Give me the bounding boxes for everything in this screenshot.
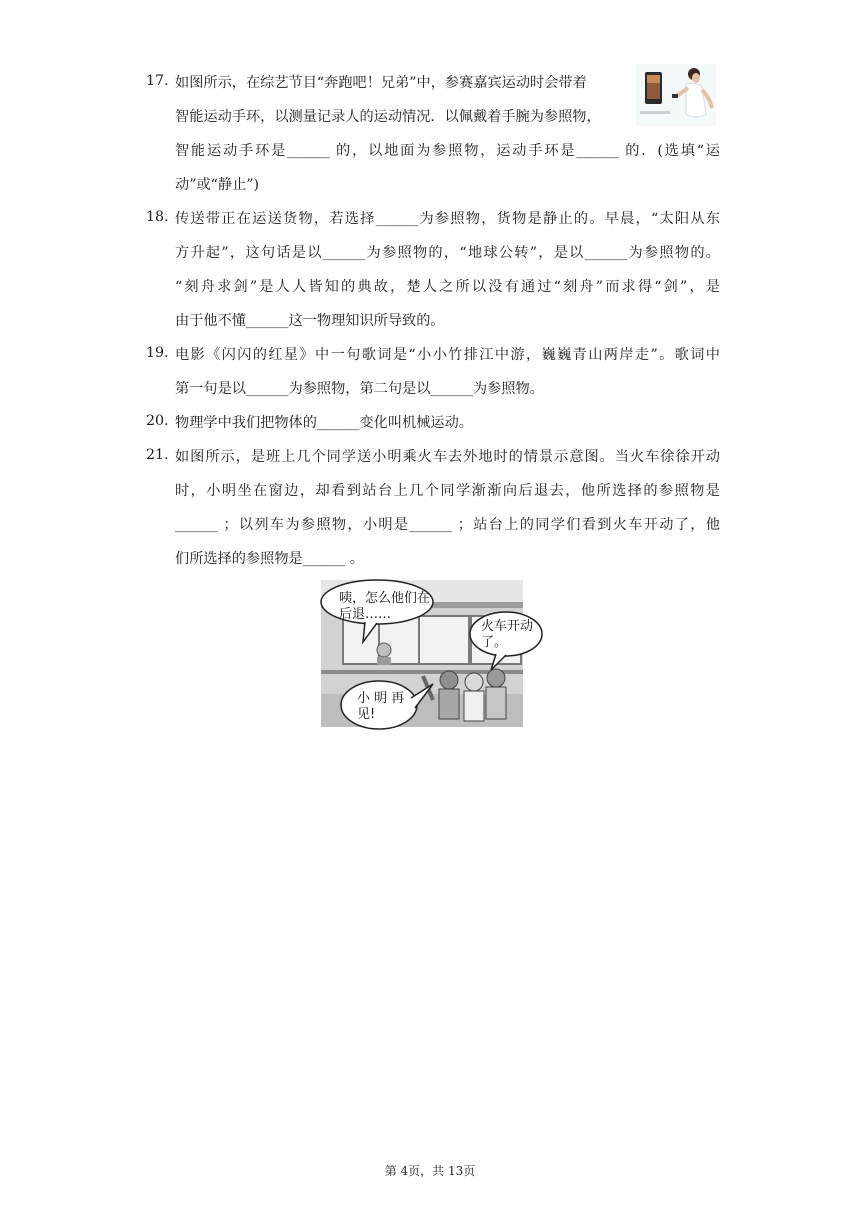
question-text-line: ______ ；以列车为参照物，小明是______ ；站台上的同学们看到火车开动了，他 — [175, 517, 720, 533]
question-text-line: 们所选择的参照物是______ 。 — [175, 551, 364, 567]
question-17 — [146, 73, 720, 209]
page-footer: 第 4页，共 13页 — [384, 1164, 476, 1178]
question-text-line: 方升起”，这句话是以______为参照物的，“地球公转”，是以______为参照物的。 — [175, 245, 720, 261]
question-text-line: 传送带正在运送货物，若选择______为参照物，货物是静止的。早晨，“太阳从东 — [175, 211, 720, 227]
bubble-3-line-2: 见! — [357, 707, 376, 722]
question-text-line: 时，小明坐在窗边，却看到站台上几个同学渐渐向后退去，他所选择的参照物是 — [175, 483, 720, 499]
bubble-2-line-2: 了。 — [481, 635, 508, 650]
bubble-2-line-1: 火车开动 — [481, 619, 534, 634]
question-text-line: 智能运动手环，以测量记录人的运动情况．以佩戴着手腕为参照物， — [175, 109, 601, 125]
bubble-3-line-1: 小 明 再 — [357, 691, 405, 706]
question-number: 17. — [146, 73, 169, 89]
question-text-line: 电影《闪闪的红星》中一句歌词是“小小竹排江中游，巍巍青山两岸走”。歌词中 — [175, 347, 720, 363]
question-number: 21. — [146, 447, 169, 463]
question-text-line: 如图所示，在综艺节目“奔跑吧！兄弟”中，参赛嘉宾运动时会带着 — [175, 75, 587, 91]
question-20 — [146, 413, 720, 447]
question-21 — [146, 447, 720, 583]
question-number: 20. — [146, 413, 169, 429]
question-text-line: 如图所示，是班上几个同学送小明乘火车去外地时的情景示意图。当火车徐徐开动 — [175, 449, 720, 465]
question-text-line: 由于他不懂______这一物理知识所导致的。 — [175, 313, 445, 329]
question-text-line: 第一句是以______为参照物，第二句是以______为参照物。 — [175, 381, 544, 397]
bubble-1-line-1: 咦，怎么他们在 — [339, 591, 431, 606]
question-text-line: 动”或“静止”) — [175, 177, 260, 193]
question-text-line: 物理学中我们把物体的______变化叫机械运动。 — [175, 415, 473, 431]
question-19 — [146, 345, 720, 413]
question-number: 19. — [146, 345, 169, 361]
train-farewell-illustration — [321, 580, 534, 727]
question-number: 18. — [146, 209, 169, 225]
question-18 — [146, 209, 720, 345]
bubble-1-line-2: 后退…… — [339, 607, 392, 622]
question-text-line: “刻舟求剑”是人人皆知的典故，楚人之所以没有通过“刻舟”而求得“剑”，是 — [175, 279, 720, 295]
runner-fitness-band-image — [636, 64, 716, 126]
question-text-line: 智能运动手环是______ 的，以地面为参照物，运动手环是______ 的．(选填“运 — [175, 143, 720, 159]
